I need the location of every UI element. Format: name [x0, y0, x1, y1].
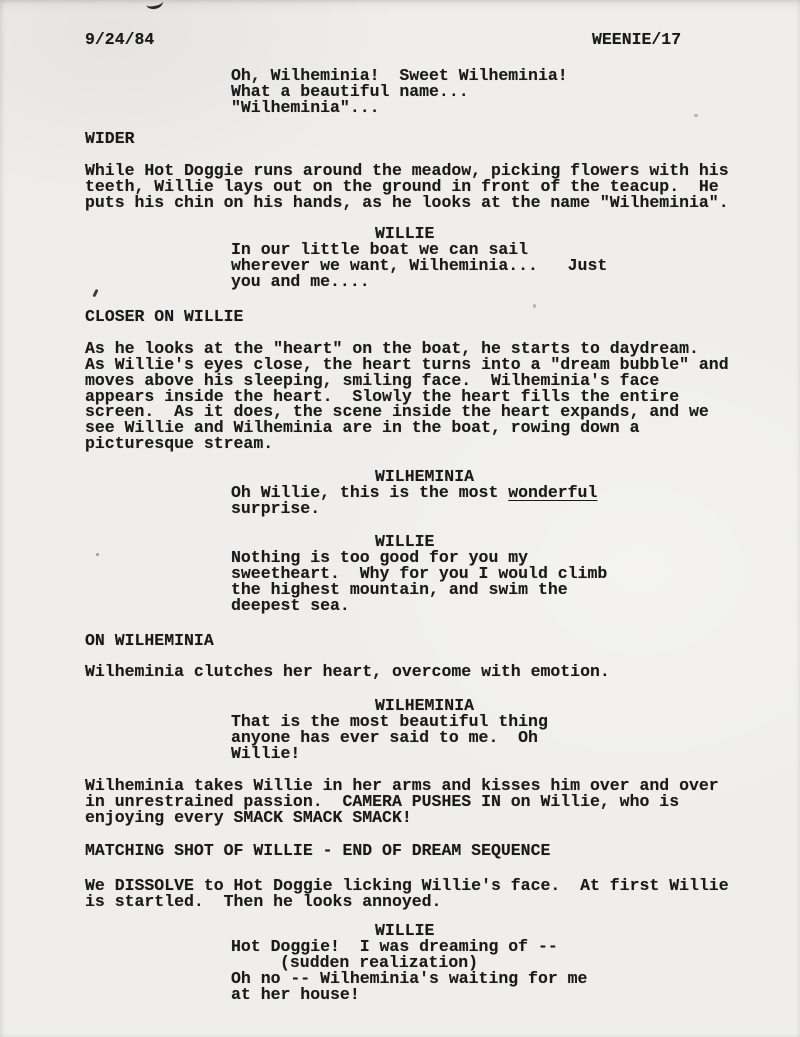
dialogue-line: deepest sea.	[231, 595, 350, 615]
dialogue-block	[231, 714, 548, 762]
action-line: is startled. Then he looks annoyed.	[85, 891, 442, 911]
action-line: We DISSOLVE to Hot Doggie licking Willie's face. At first Willie	[85, 876, 729, 895]
dialogue-block	[231, 939, 587, 1002]
action-line: enjoying every SMACK SMACK SMACK!	[85, 807, 412, 827]
dialogue-line: "Wilheminia"...	[231, 97, 380, 117]
scan-speck	[694, 114, 698, 117]
dialogue-line: What a beautiful name...	[231, 81, 469, 101]
scene-heading: MATCHING SHOT OF WILLIE - END OF DREAM SEQUENCE	[85, 841, 551, 860]
dialogue-block	[231, 485, 597, 517]
dialogue-block	[231, 242, 607, 290]
stray-pen-mark	[145, 0, 164, 11]
dialogue-line: Oh, Wilheminia! Sweet Wilheminia!	[231, 66, 568, 85]
underlined-word: wonderful	[508, 483, 598, 502]
action-line: Wilheminia clutches her heart, overcome with emotion.	[85, 662, 610, 681]
dialogue-block	[231, 68, 568, 116]
character-cue: WILLIE	[375, 921, 435, 940]
dialogue-line: That is the most beautiful thing	[231, 712, 548, 731]
scan-speck	[96, 553, 99, 556]
scan-speck	[533, 304, 536, 308]
date-label: 9/24/84	[85, 30, 155, 49]
character-cue: WILHEMINIA	[375, 467, 475, 486]
dialogue-line: at her house!	[231, 984, 360, 1004]
action-line: As Willie's eyes close, the heart turns into a "dream bubble" and	[85, 354, 729, 374]
action-paragraph	[85, 664, 610, 680]
action-line: screen. As it does, the scene inside the heart expands, and we	[85, 402, 709, 422]
dialogue-line: Nothing is too good for you my	[231, 548, 529, 567]
action-line: picturesque stream.	[85, 434, 274, 454]
scene-heading: WIDER	[85, 129, 135, 148]
action-paragraph	[85, 163, 729, 211]
character-cue: WILLIE	[375, 532, 435, 551]
dialogue-line: surprise.	[231, 498, 321, 518]
action-line: in unrestrained passion. CAMERA PUSHES IN on Willie, who is	[85, 791, 680, 811]
dialogue-line: sweetheart. Why for you I would climb	[231, 563, 608, 583]
action-paragraph	[85, 878, 729, 910]
action-line: moves above his sleeping, smiling face. Wilheminia's face	[85, 370, 660, 390]
scene-heading: CLOSER ON WILLIE	[85, 307, 244, 326]
action-line: As he looks at the "heart" on the boat, he starts to daydream.	[85, 339, 699, 358]
action-line: appears inside the heart. Slowly the heart fills the entire	[85, 386, 680, 406]
action-line: puts his chin on his hands, as he looks at the name "Wilheminia".	[85, 192, 729, 212]
dialogue-text: Oh Willie, this is the most	[231, 483, 509, 502]
action-paragraph	[85, 341, 729, 452]
dialogue-line: the highest mountain, and swim the	[231, 579, 568, 599]
stray-pen-mark	[92, 289, 98, 297]
action-line: Wilheminia takes Willie in her arms and kisses him over and over	[85, 776, 719, 795]
production-page-label: WEENIE/17	[592, 30, 682, 49]
action-line: While Hot Doggie runs around the meadow, picking flowers with his	[85, 161, 729, 180]
action-line: teeth, Willie lays out on the ground in front of the teacup. He	[85, 176, 719, 196]
action-paragraph	[85, 778, 719, 826]
dialogue-line: you and me....	[231, 271, 370, 291]
action-line: see Willie and Wilheminia are in the boat, rowing down a	[85, 418, 640, 438]
parenthetical-line: (sudden realization)	[280, 952, 479, 972]
dialogue-line: In our little boat we can sail	[231, 240, 529, 259]
dialogue-line: Oh no -- Wilheminia's waiting for me	[231, 968, 588, 988]
scene-heading: ON WILHEMINIA	[85, 631, 214, 650]
dialogue-block	[231, 550, 607, 613]
dialogue-line: anyone has ever said to me. Oh	[231, 727, 538, 747]
dialogue-line: Willie!	[231, 743, 301, 763]
character-cue: WILHEMINIA	[375, 696, 475, 715]
character-cue: WILLIE	[375, 224, 435, 243]
dialogue-line: Hot Doggie! I was dreaming of --	[231, 937, 558, 956]
dialogue-line: wherever we want, Wilheminia... Just	[231, 255, 608, 275]
